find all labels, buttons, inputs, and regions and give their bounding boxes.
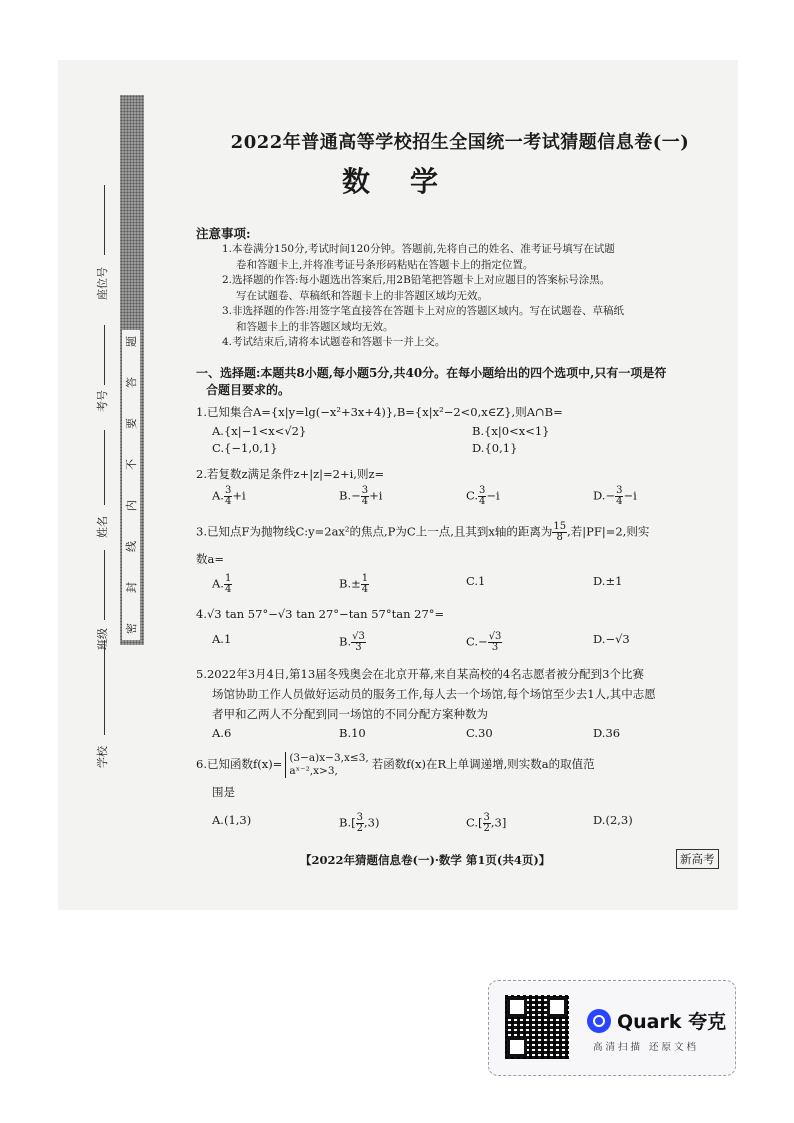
question-6-stem: 6.已知函数f(x)= (3−a)x−3,x≤3, aˣ⁻²,x>3, 若函数f(x)在R上单调递增,则实数a的取值范 — [196, 752, 595, 777]
quark-tagline: 高清扫描 还原文档 — [593, 1042, 700, 1053]
seal-char: 线 — [124, 541, 138, 552]
option-a: A. $\frac{3}{4}$ +i — [212, 485, 246, 507]
notice-list — [222, 242, 722, 351]
option-a: A. $\frac{1}{4}$ — [212, 573, 232, 595]
quark-logo-icon — [587, 1009, 611, 1033]
question-5-line1: 5.2022年3月4日,第13届冬残奥会在北京开幕,来自某高校的4名志愿者被分配到3个比赛 — [196, 667, 644, 681]
question-3-stem-cont: 数a= — [196, 552, 224, 566]
option-b: B.[ $\frac{3}{2}$ ,3) — [339, 812, 380, 834]
notice-item: 卷和答题卡上,并将准考证号条形码粘贴在答题卡上的指定位置。 — [236, 258, 534, 271]
question-1-options — [212, 424, 732, 458]
field-name-label: 姓名 — [96, 516, 109, 538]
option-c: C.[ $\frac{3}{2}$ ,3] — [466, 812, 507, 834]
option-d: D.−√3 — [593, 632, 630, 646]
field-school-label: 学校 — [96, 746, 109, 768]
seal-char: 封 — [124, 582, 138, 593]
field-school-line — [104, 640, 105, 735]
question-5-line3: 者甲和乙两人不分配到同一场馆的不同分配方案种数为 — [212, 707, 488, 721]
quark-brand: Quark 夸克 — [617, 1011, 727, 1033]
exam-subject: 数学 — [341, 165, 478, 198]
option-a: A.{x|−1<x<√2} — [212, 424, 307, 438]
option-c: C.1 — [466, 574, 486, 588]
option-a: A.1 — [212, 632, 232, 646]
field-examno-label: 考号 — [96, 390, 109, 412]
seal-char: 不 — [124, 459, 138, 470]
quark-logo — [587, 1007, 726, 1034]
section-line: 合题目要求的。 — [206, 383, 291, 397]
piecewise-function: (3−a)x−3,x≤3, aˣ⁻²,x>3, — [285, 752, 368, 778]
question-6-stem-cont: 围是 — [212, 785, 235, 799]
option-c: C.30 — [466, 726, 493, 740]
seal-line-text — [122, 330, 140, 640]
field-examno-line — [104, 325, 105, 385]
question-3-options — [212, 574, 732, 595]
question-4-options — [212, 632, 732, 653]
option-d: D.36 — [593, 726, 621, 740]
new-gaokao-badge: 新高考 — [676, 849, 719, 869]
option-c: C.{−1,0,1} — [212, 441, 278, 455]
option-a: A.(1,3) — [212, 813, 252, 827]
question-3-stem: 3.已知点F为抛物线C:y=2ax²的焦点,P为C上一点,且其到x轴的距离为 $\frac{15}{8}$ ,若|PF|=2,则实 — [196, 521, 650, 543]
seal-char: 题 — [124, 336, 138, 347]
exam-title: 2022年普通高等学校招生全国统一考试猜题信息卷(一) — [230, 132, 690, 153]
question-4-stem: 4.√3 tan 57°−√3 tan 27°−tan 57°tan 27°= — [196, 607, 445, 621]
option-d: D.±1 — [593, 574, 623, 588]
quark-scan-watermark — [488, 980, 736, 1076]
section-choice-heading — [196, 365, 726, 399]
seal-char: 内 — [124, 500, 138, 511]
option-c: C. $\frac{3}{4}$ −i — [466, 485, 500, 507]
seal-char: 答 — [124, 377, 138, 388]
question-5-options — [212, 726, 732, 740]
notice-item: 写在试题卷、草稿纸和答题卡上的非答题区域均无效。 — [236, 289, 488, 302]
option-b: B.− $\frac{3}{4}$ +i — [339, 485, 383, 507]
option-b: B.10 — [339, 726, 366, 740]
question-5-line2: 场馆协助工作人员做好运动员的服务工作,每人去一个场馆,每个场馆至少去1人,其中志愿 — [212, 687, 656, 701]
option-b: B. $\frac{√3}{3}$ — [339, 631, 365, 653]
notice-item: 3.非选择题的作答:用签字笔直接答在答题卡上对应的答题区域内。写在试题卷、草稿纸 — [222, 305, 625, 317]
option-d: D.{0,1} — [472, 441, 518, 455]
seal-char: 要 — [124, 418, 138, 429]
option-b: B.± $\frac{1}{4}$ — [339, 573, 369, 595]
option-a: A.6 — [212, 726, 232, 740]
question-2-stem: 2.若复数z满足条件z+|z|=2+i,则z= — [196, 467, 385, 481]
field-class-label: 班级 — [96, 628, 109, 650]
question-1-stem: 1.已知集合A={x|y=lg(−x²+3x+4)},B={x|x²−2<0,x∈Z},则A∩B= — [196, 405, 563, 419]
option-c: C.− $\frac{√3}{3}$ — [466, 631, 502, 653]
section-line: 一、选择题:本题共8小题,每小题5分,共40分。在每小题给出的四个选项中,只有一项是符 — [196, 366, 667, 380]
notice-item: 1.本卷满分150分,考试时间120分钟。答题前,先将自己的姓名、准考证号填写在试题 — [222, 243, 615, 255]
option-d: D.− $\frac{3}{4}$ −i — [593, 485, 637, 507]
notice-item: 2.选择题的作答:每小题选出答案后,用2B铅笔把答题卡上对应题目的答案标号涂黑。 — [222, 274, 611, 286]
field-class-line — [104, 550, 105, 620]
notice-heading: 注意事项: — [196, 226, 251, 241]
option-d: D.(2,3) — [593, 813, 633, 827]
qr-code-icon[interactable] — [505, 995, 569, 1059]
notice-item: 4.考试结束后,请将本试题卷和答题卡一并上交。 — [222, 336, 446, 348]
field-name-line — [104, 430, 105, 505]
notice-item: 和答题卡上的非答题区域均无效。 — [236, 320, 394, 333]
page-footer: 【2022年猜题信息卷(一)·数学 第1页(共4页)】 — [300, 853, 551, 867]
question-2-options — [212, 486, 732, 507]
question-6-options — [212, 813, 732, 834]
seal-char: 密 — [124, 623, 138, 634]
field-seat-line — [104, 185, 105, 255]
field-seat-label: 座位号 — [96, 267, 109, 300]
option-b: B.{x|0<x<1} — [472, 424, 550, 438]
